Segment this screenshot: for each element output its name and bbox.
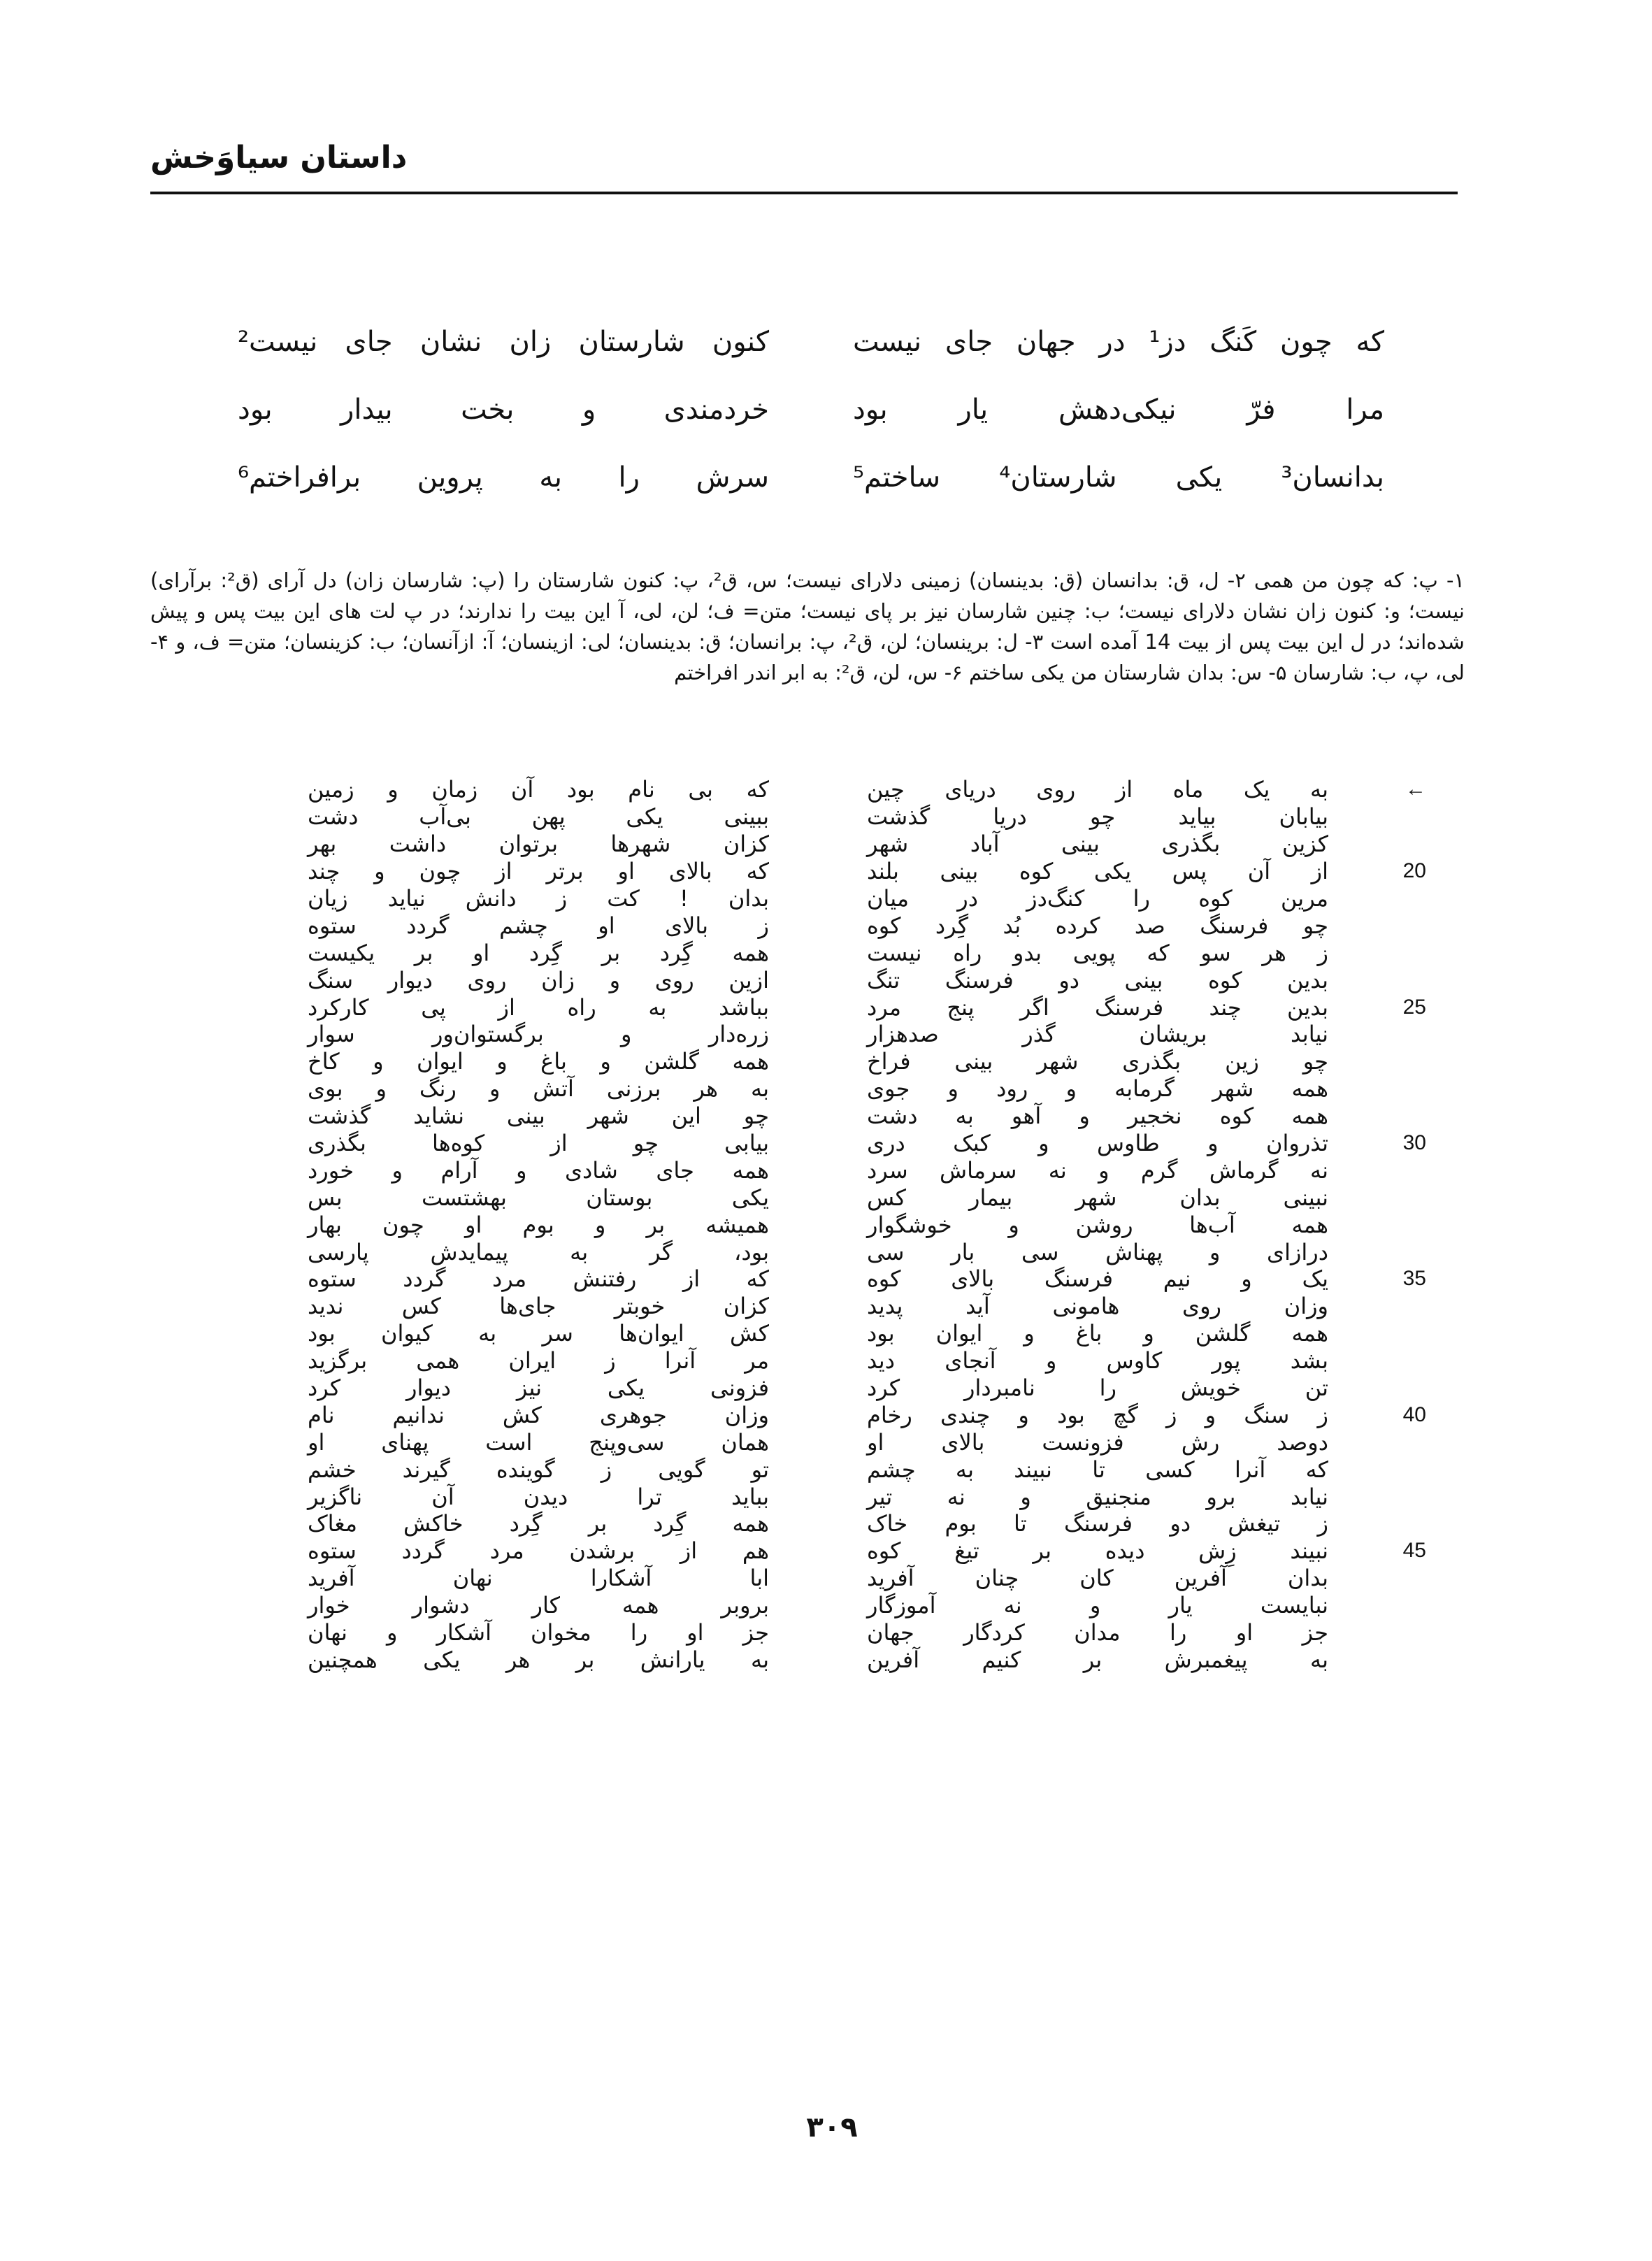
verse-row: [308, 1320, 1328, 1347]
hemistich-left: سرش را به پروین برافراختم⁶: [238, 461, 769, 494]
hemistich-left: به یارانش بر هر یکی همچنین: [308, 1646, 769, 1673]
hemistich-right: همه گلشن و باغ و ایوان بود: [867, 1320, 1328, 1347]
hemistich-right: کزین بگذری بینی آباد شهر: [867, 831, 1328, 858]
hemistich-left: بود، گر به پیمایدش پارسی: [308, 1238, 769, 1265]
verse-row: [308, 803, 1328, 831]
verse-row: [308, 858, 1426, 885]
running-title: داستان سیاوَخش: [150, 140, 408, 175]
hemistich-left: همه جای شادی و آرام و خورد: [308, 1156, 769, 1184]
hemistich-right: بدانسان³ یکی شارستان⁴ ساختم⁵: [853, 461, 1384, 494]
verse-row: [308, 1075, 1328, 1103]
hemistich-left: فزونی یکی نیز دیوار کرد: [308, 1374, 769, 1402]
hemistich-left: یکی بوستان بهشتست بس: [308, 1184, 769, 1211]
hemistich-left: بباید ترا دیدن آن ناگزیر: [308, 1483, 769, 1510]
hemistich-left: که بی نام بود آن زمان و زمین: [308, 776, 769, 803]
hemistich-left: که بالای او برتر از چون و چند: [308, 858, 769, 885]
hemistich-right: که آنرا کسی تا نبیند به چشم: [867, 1456, 1328, 1483]
hemistich-right: به یک ماه از روی دریای چین: [867, 776, 1328, 803]
verse-row: [308, 1374, 1328, 1402]
hemistich-right: بدان آفرین کان چنان آفرید: [867, 1565, 1328, 1592]
verse-row: [308, 1021, 1328, 1048]
hemistich-left: بروبر همه کار دشوار خوار: [308, 1592, 769, 1619]
hemistich-left: تو گویی ز گوینده گیرند خشم: [308, 1456, 769, 1483]
hemistich-right: مرا فرّ نیکی‌دهش یار بود: [853, 393, 1384, 426]
hemistich-right: همه شهر گرمابه و رود و جوی: [867, 1075, 1328, 1103]
footnotes: [150, 565, 1465, 688]
line-number: 35: [1402, 1267, 1426, 1291]
hemistich-left: وزان جوهری کش ندانیم نام: [308, 1401, 769, 1428]
verse-row: [308, 885, 1328, 912]
hemistich-left: چو این شهر بینی نشاید گذشت: [308, 1103, 769, 1130]
hemistich-left: کش ایوان‌ها سر به کیوان بود: [308, 1320, 769, 1347]
hemistich-left: هم از برشدن مرد گردد ستوه: [308, 1537, 769, 1565]
continuation-arrow-icon: ←: [1405, 777, 1426, 801]
hemistich-right: همه کوه نخجیر و آهو به دشت: [867, 1103, 1328, 1130]
hemistich-left: جز او را مخوان آشکار و نهان: [308, 1619, 769, 1646]
hemistich-left: همه گِرد بر گِرد خاکش مغاک: [308, 1510, 769, 1537]
hemistich-right: نبیند زِش دیده بر تیغ کوه: [867, 1537, 1328, 1565]
verse-row: [308, 1646, 1328, 1674]
hemistich-left: کزان خوبتر جای‌ها کس ندید: [308, 1293, 769, 1320]
line-number: 20: [1402, 859, 1426, 883]
verse-row: [308, 1156, 1328, 1184]
hemistich-left: همه گلشن و باغ و ایوان و کاخ: [308, 1048, 769, 1075]
hemistich-right: بیابان بیاید چو دریا گذشت: [867, 803, 1328, 831]
footnote-text: ۱- پ: که چون من همی ۲- ل، ق: بدانسان (ق: بدینسان) زمینی دلارای نیست؛ س، ق²، پ: کنون شارستان را (پ: شارسان زان) دل آرای (ق²: برآرای) نیست؛ و: کنون زان نشان دلارای نیست؛ ب: چنین شارسان نیز بر پای نیست؛ متن= ف؛ لن، لی، آ این بیت را ندارند؛ در پ لت های این بیت پس و پیش شده‌اند؛ در ل این بیت پس از بیت 14 آمده است ۳- ل: برینسان؛ لن، ق²، پ: برانسان؛ ق: بدینسان؛ لی: ازینسان؛ آ: ازآنسان؛ ب: کزینسان؛ متن= ف، و ۴- لی، پ، ب: شارسان ۵- س: بدان شارستان من یکی ساختم ۶- س، لن، ق²: به ابر اندر افراختم: [150, 568, 1465, 684]
verse-row: [308, 1619, 1328, 1646]
hemistich-left: همه گِرد بر گِرد او بر یکیست: [308, 939, 769, 966]
hemistich-right: چو فرسنگ صد کرده بُد گِرد کوه: [867, 912, 1328, 939]
hemistich-right: تذروان و طاوس و کبک دری: [867, 1130, 1328, 1157]
hemistich-right: ز هر سو که پویی بدو راه نیست: [867, 939, 1328, 966]
hemistich-left: ز بالای او چشم گردد ستوه: [308, 912, 769, 939]
hemistich-right: تن خویش را نامبردار کرد: [867, 1374, 1328, 1402]
hemistich-right: که چون کَنگ دز¹ در جهان جای نیست: [853, 325, 1384, 358]
verse-row: [308, 1293, 1328, 1320]
hemistich-right: مرین کوه را کنگ‌دز در میان: [867, 885, 1328, 912]
verse-row: [308, 1401, 1426, 1428]
hemistich-right: نیابد برو منجنیق و نه تیر: [867, 1483, 1328, 1510]
hemistich-left: زره‌دار و برگستوان‌ور سوار: [308, 1021, 769, 1048]
verse-row: [308, 1211, 1328, 1238]
hemistich-right: ز سنگ و ز گچ بود و چندی رخام: [867, 1401, 1328, 1428]
hemistich-left: بیابی چو از کوه‌ها بگذری: [308, 1130, 769, 1157]
hemistich-right: بدین کوه بینی دو فرسنگ تنگ: [867, 966, 1328, 993]
hemistich-right: جز او را مدان کردگار جهان: [867, 1619, 1328, 1646]
verse-row: [308, 776, 1426, 803]
verse-row: [308, 1103, 1328, 1130]
verse-row: [308, 1130, 1426, 1157]
line-number: 45: [1402, 1539, 1426, 1563]
intro-verse-row: [238, 375, 1384, 443]
hemistich-left: ازین روی و زان روی دیوار سنگ: [308, 966, 769, 993]
verse-block: [308, 776, 1426, 1673]
hemistich-right: دوصد رش فزونست بالای او: [867, 1428, 1328, 1456]
hemistich-left: مر آنرا ز ایران همی برگزید: [308, 1347, 769, 1374]
hemistich-left: خردمندی و بخت بیدار بود: [238, 393, 769, 426]
verse-row: [308, 912, 1328, 939]
hemistich-right: همه آب‌ها روشن و خوشگوار: [867, 1211, 1328, 1238]
verse-row: [308, 1238, 1328, 1265]
hemistich-right: چو زین بگذری شهر بینی فراخ: [867, 1048, 1328, 1075]
line-number: 30: [1402, 1131, 1426, 1155]
hemistich-left: بباشد به راه از پی کارکرد: [308, 993, 769, 1021]
hemistich-right: بدین چند فرسنگ اگر پنج مرد: [867, 993, 1328, 1021]
hemistich-right: ز تیغش دو فرسنگ تا بوم خاک: [867, 1510, 1328, 1537]
line-number: 25: [1402, 995, 1426, 1019]
hemistich-right: وزان روی هامونی آید پدید: [867, 1293, 1328, 1320]
hemistich-left: همان سی‌وپنج است پهنای او: [308, 1428, 769, 1456]
verse-row: [308, 831, 1328, 858]
verse-row: [308, 1048, 1328, 1075]
verse-row: [308, 939, 1328, 966]
hemistich-right: به پیغمبرش بر کنیم آفرین: [867, 1646, 1328, 1673]
verse-row: [308, 1537, 1426, 1565]
verse-row: [308, 966, 1328, 993]
verse-row: [308, 1456, 1328, 1483]
hemistich-left: ابا آشکارا نهان آفرید: [308, 1565, 769, 1592]
hemistich-right: نیابد بریشان گذر صدهزار: [867, 1021, 1328, 1048]
verse-row: [308, 993, 1426, 1021]
hemistich-right: از آن پس یکی کوه بینی بلند: [867, 858, 1328, 885]
hemistich-left: بدان ! کت ز دانش نیاید زیان: [308, 885, 769, 912]
hemistich-right: نبایست یار و نه آموزگار: [867, 1592, 1328, 1619]
hemistich-right: درازای و پهناش سی بار سی: [867, 1238, 1328, 1265]
intro-verses: [238, 308, 1384, 511]
verse-row: [308, 1347, 1328, 1374]
hemistich-right: نه گرماش گرم و نه سرماش سرد: [867, 1156, 1328, 1184]
hemistich-right: یک و نیم فرسنگ بالای کوه: [867, 1265, 1328, 1293]
verse-row: [308, 1184, 1328, 1211]
hemistich-right: بشد پور کاوس و آنجای دید: [867, 1347, 1328, 1374]
hemistich-left: ببینی یکی پهن بی‌آب دشت: [308, 803, 769, 831]
verse-row: [308, 1592, 1328, 1619]
verse-row: [308, 1483, 1328, 1510]
header-rule: [150, 192, 1458, 194]
verse-row: [308, 1565, 1328, 1592]
hemistich-left: کزان شهرها برتوان داشت بهر: [308, 831, 769, 858]
hemistich-left: به هر برزنی آتش و رنگ و بوی: [308, 1075, 769, 1103]
hemistich-left: که از رفتنش مرد گردد ستوه: [308, 1265, 769, 1293]
intro-verse-row: [238, 308, 1384, 375]
hemistich-left: کنون شارستان زان نشان جای نیست²: [238, 325, 769, 358]
line-number: 40: [1402, 1402, 1426, 1426]
page-number: ۳۰۹: [806, 2111, 858, 2144]
hemistich-right: نبینی بدان شهر بیمار کس: [867, 1184, 1328, 1211]
verse-row: [308, 1510, 1328, 1537]
verse-row: [308, 1265, 1426, 1293]
intro-verse-row: [238, 443, 1384, 511]
hemistich-left: همیشه بر و بوم او چون بهار: [308, 1211, 769, 1238]
verse-row: [308, 1428, 1328, 1456]
